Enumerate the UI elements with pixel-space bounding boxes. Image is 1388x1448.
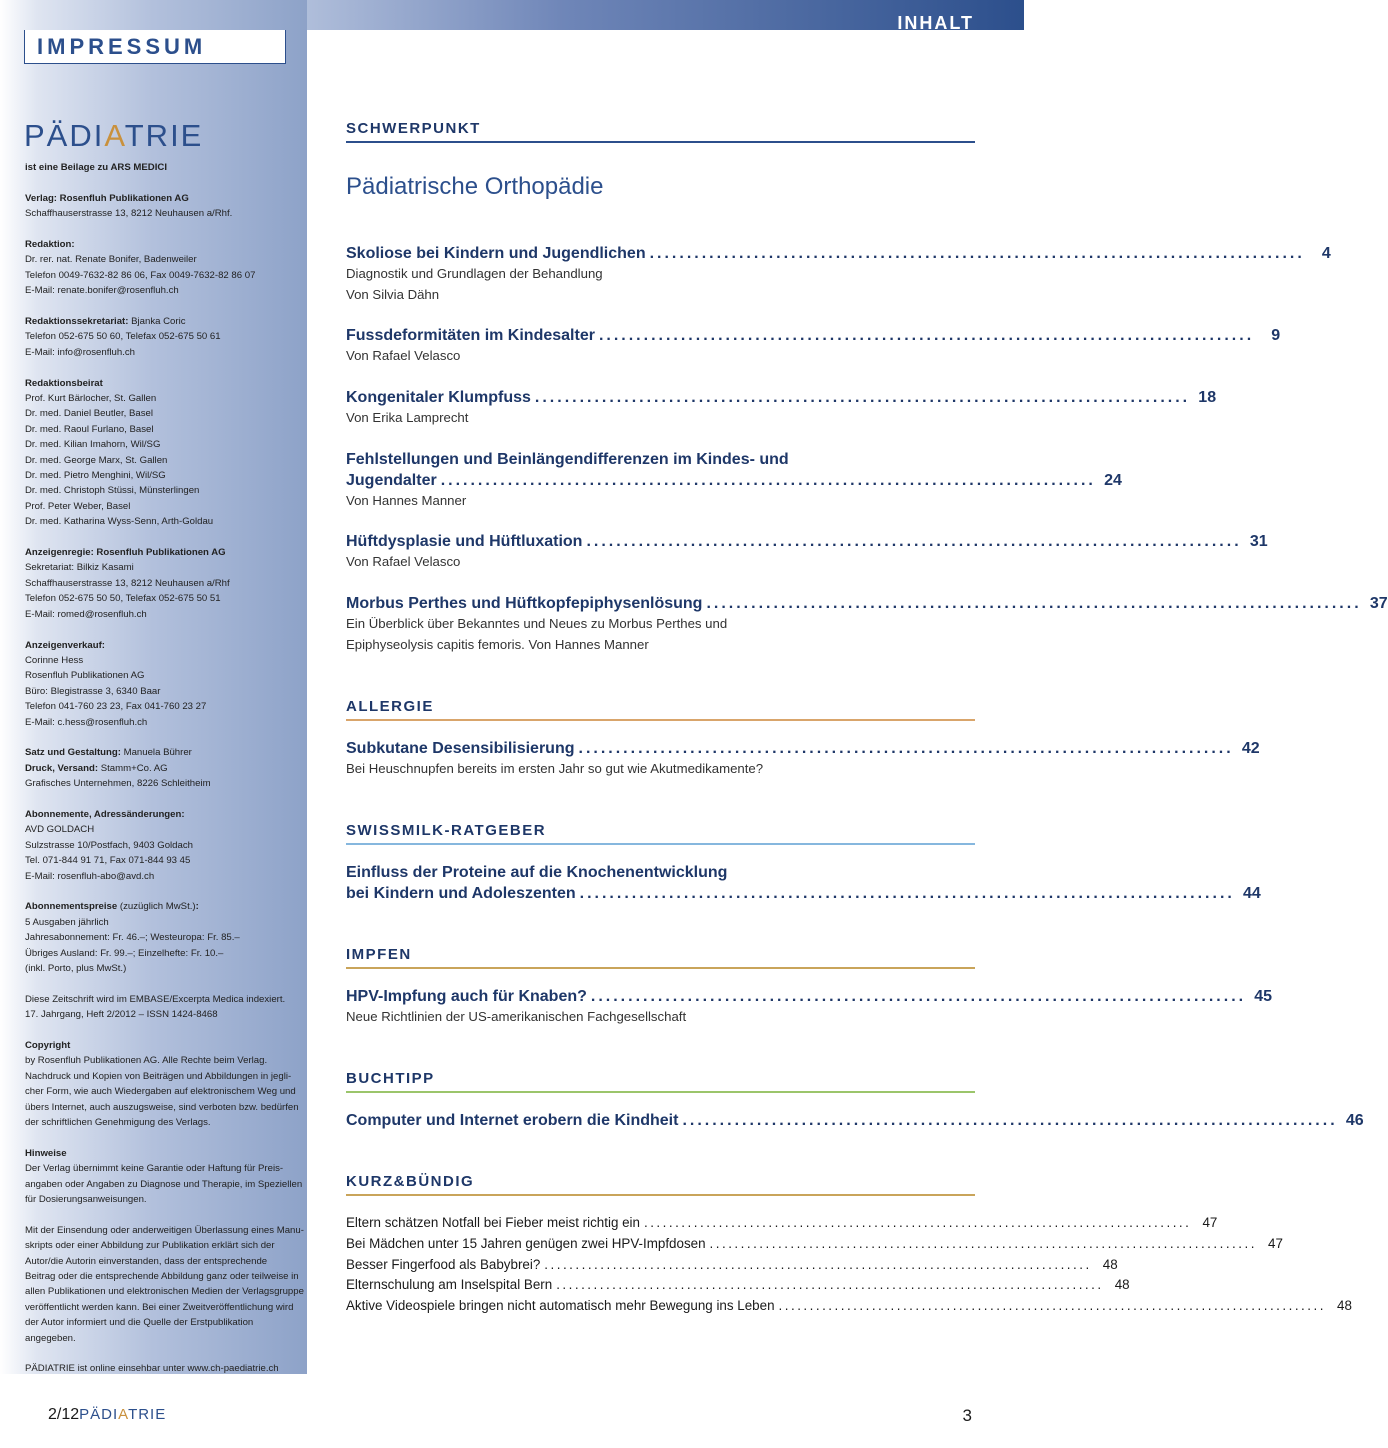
einsendung-line: allen Publikationen und elektronischen Medien der Verlagsgruppe: [25, 1286, 304, 1298]
einsendung-line: veröffentlicht werden kann. Bei einer Zweitveröffentlichung wird: [25, 1301, 294, 1313]
toc-entry-title[interactable]: Jugendalter: [346, 472, 437, 489]
preise-line: Jahresabonnement: Fr. 46.–; Westeuropa: Fr. 85.–: [25, 932, 240, 944]
einsendung-line: Beitrag oder die entsprechende Abbildung ganz oder teilweise in: [25, 1271, 299, 1283]
beirat-member: Prof. Peter Weber, Basel: [25, 500, 131, 512]
anzeigenregie-line: Schaffhauserstrasse 13, 8212 Neuhausen a/Rhf: [25, 577, 230, 589]
leader-dots: ........................................................................................: [643, 1215, 1192, 1230]
anzeigenregie-line: Sekretariat: Bilkiz Kasami: [25, 562, 134, 574]
toc-entry-title-line1[interactable]: Einfluss der Proteine auf die Knochenentwicklung: [346, 864, 728, 881]
toc-author: Von Hannes Manner: [346, 493, 467, 508]
toc-entry[interactable]: [346, 862, 1261, 904]
abo-line: Tel. 071-844 91 71, Fax 071-844 93 45: [25, 855, 191, 867]
footer-logo: PÄDIATRIE: [79, 1406, 167, 1423]
footer-issue: 2/12PÄDIATRIE: [48, 1406, 167, 1423]
verkauf-line: Büro: Blegistrasse 3, 6340 Baar: [25, 685, 161, 697]
anzeigenregie-line: E-Mail: romed@rosenfluh.ch: [25, 608, 147, 620]
verlag-address: Schaffhauserstrasse 13, 8212 Neuhausen a/Rhf.: [25, 208, 233, 220]
toc-subtitle: Neue Richtlinien der US-amerikanischen Fachgesellschaft: [346, 1009, 687, 1024]
toc-page: 24: [1104, 472, 1122, 489]
toc-page: 37: [1369, 595, 1388, 612]
hinweise-label: Hinweise: [25, 1147, 67, 1159]
section-kurz-buendig: KURZ&BÜNDIG: [346, 1173, 975, 1196]
leader-dots: ........................................................................................: [778, 1298, 1326, 1314]
impressum-tagline: ist eine Beilage zu ARS MEDICI: [25, 162, 167, 173]
online-line: PÄDIATRIE ist online einsehbar unter www.ch-paediatrie.ch: [25, 1363, 279, 1375]
verkauf-line: Rosenfluh Publikationen AG: [25, 670, 145, 682]
copyright-line: der schriftlichen Genehmigung des Verlags.: [25, 1117, 211, 1129]
toc-page: 44: [1243, 885, 1261, 902]
list-item[interactable]: Eltern schätzen Notfall bei Fieber meist richtig ein ........................................................................................ 47: [346, 1213, 960, 1234]
druck-line: Druck, Versand: Stamm+Co. AG: [25, 762, 168, 774]
beirat-member: Dr. med. Katharina Wyss-Senn, Arth-Goldau: [25, 516, 214, 528]
verkauf-label: Anzeigenverkauf:: [25, 639, 105, 651]
leader-dots: ........................................................................................: [579, 885, 1235, 902]
leader-dots: ........................................................................................: [544, 1256, 1092, 1272]
toc-subtitle: Epiphyseolysis capitis femoris. Von Hannes Manner: [346, 636, 649, 652]
leader-dots: ........................................................................................: [649, 245, 1305, 262]
beirat-member: Dr. med. Raoul Furlano, Basel: [25, 423, 154, 435]
section-schwerpunkt: SCHWERPUNKT: [346, 120, 975, 143]
schwerpunkt-title: Pädiatrische Orthopädie: [346, 173, 604, 200]
sekretariat-contact: Telefon 052-675 50 60, Telefax 052-675 50 61: [25, 331, 221, 343]
toc-entry-title[interactable]: Subkutane Desensibilisierung: [346, 740, 575, 757]
beirat-member: Dr. med. Pietro Menghini, Wil/SG: [25, 470, 166, 482]
einsendung-line: Autor/die Autorin einverstanden, dass der entsprechende: [25, 1255, 268, 1267]
einsendung-line: skripts oder einer Abbildung zur Publikation erklärt sich der: [25, 1240, 275, 1252]
einsendung-line: der Autor informiert und die Quelle der Erstpublikation angegeben.: [25, 1317, 254, 1344]
toc-entry[interactable]: [346, 243, 1331, 305]
toc-entry-title[interactable]: Kongenitaler Klumpfuss: [346, 389, 531, 406]
leader-dots: ........................................................................................: [578, 740, 1234, 757]
abo-line: E-Mail: rosenfluh-abo@avd.ch: [25, 870, 155, 882]
beirat-label: Redaktionsbeirat: [25, 377, 103, 389]
toc-entry-title[interactable]: Skoliose bei Kindern und Jugendlichen: [346, 245, 646, 262]
leader-dots: ........................................................................................: [709, 1235, 1257, 1251]
toc-page: 9: [1271, 327, 1281, 344]
verkauf-line: Corinne Hess: [25, 654, 84, 666]
toc-subtitle: Ein Überblick über Bekanntes und Neues zu Morbus Perthes und: [346, 616, 728, 631]
kurz-list: [346, 1213, 1352, 1317]
list-item[interactable]: Aktive Videospiele bringen nicht automatisch mehr Bewegung ins Leben ........................................................................................ 48: [346, 1296, 960, 1317]
list-item[interactable]: Elternschulung am Inselspital Bern ........................................................................................ 48: [346, 1275, 960, 1296]
redaktion-line: E-Mail: renate.bonifer@rosenfluh.ch: [25, 285, 179, 297]
hinweise-line: für Dosierungsanweisungen.: [25, 1194, 147, 1206]
toc-entry[interactable]: [346, 387, 1217, 429]
beirat-member: Dr. med. Christoph Stüssi, Münsterlingen: [25, 485, 200, 497]
section-label: INHALT: [897, 13, 974, 33]
toc-author: Von Silvia Dähn: [346, 286, 440, 302]
toc-entry-title[interactable]: Fussdeformitäten im Kindesalter: [346, 327, 595, 344]
paediatrie-logo: PÄDIATRIE: [24, 118, 204, 153]
redaktion-line: Dr. rer. nat. Renate Bonifer, Badenweiler: [25, 254, 197, 266]
toc-entry[interactable]: [346, 593, 1388, 655]
impressum-title-box: [24, 30, 286, 64]
section-allergie: ALLERGIE: [346, 698, 975, 721]
toc-page: 4: [1321, 245, 1331, 262]
toc-page: 18: [1198, 389, 1217, 406]
einsendung-line: Mit der Einsendung oder anderweitigen Überlassung eines Manu-: [25, 1224, 304, 1236]
sekretariat-line: Redaktionssekretariat: Bjanka Coric: [25, 316, 186, 328]
impressum-content: [25, 160, 305, 1377]
toc-subtitle: Diagnostik und Grundlagen der Behandlung: [346, 266, 603, 281]
beirat-member: Dr. med. George Marx, St. Gallen: [25, 454, 168, 466]
toc-page: 45: [1254, 988, 1273, 1005]
toc-author: Von Erika Lamprecht: [346, 410, 469, 425]
toc-entry-title[interactable]: HPV-Impfung auch für Knaben?: [346, 988, 587, 1005]
toc-entry-title[interactable]: Computer und Internet erobern die Kindheit: [346, 1112, 679, 1129]
leader-dots: ........................................................................................: [590, 988, 1247, 1005]
list-item[interactable]: Bei Mädchen unter 15 Jahren genügen zwei HPV-Impfdosen ........................................................................................ 47: [346, 1234, 960, 1255]
section-swissmilk: SWISSMILK-RATGEBER: [346, 822, 975, 845]
hinweise-line: Der Verlag übernimmt keine Garantie oder Haftung für Preis-: [25, 1163, 284, 1175]
index-line: Diese Zeitschrift wird im EMBASE/Excerpta Medica indexiert.: [25, 993, 286, 1005]
preise-line: 5 Ausgaben jährlich: [25, 916, 109, 928]
preise-line: (inkl. Porto, plus MwSt.): [25, 962, 127, 974]
toc-entry-title-line1[interactable]: Fehlstellungen und Beinlängendifferenzen im Kindes- und: [346, 451, 789, 468]
copyright-line: übers Internet, auch auszugsweise, sind verboten bzw. bedürfen: [25, 1101, 299, 1113]
hinweise-line: angaben oder Angaben zu Diagnose und Therapie, im Speziellen: [25, 1178, 303, 1190]
impressum-title: IMPRESSUM: [37, 34, 207, 59]
beirat-member: Dr. med. Kilian Imahorn, Wil/SG: [25, 439, 161, 451]
page-number: 3: [962, 1406, 972, 1425]
leader-dots: ........................................................................................: [556, 1277, 1104, 1293]
sekretariat-contact: E-Mail: info@rosenfluh.ch: [25, 346, 135, 358]
toc-page: 31: [1249, 533, 1268, 550]
leader-dots: ........................................................................................: [598, 327, 1255, 344]
redaktion-line: Telefon 0049-7632-82 86 06, Fax 0049-7632-82 86 07: [25, 269, 256, 281]
druck-address: Grafisches Unternehmen, 8226 Schleitheim: [25, 778, 211, 790]
leader-dots: ........................................................................................: [682, 1112, 1338, 1129]
anzeigenregie-line: Telefon 052-675 50 50, Telefax 052-675 50 51: [25, 593, 221, 605]
copyright-line: cher Form, wie auch Wiedergaben auf elektronischem Weg und: [25, 1086, 296, 1098]
toc-entry[interactable]: [346, 738, 1260, 780]
toc-entry[interactable]: [346, 531, 1268, 573]
copyright-label: Copyright: [25, 1039, 71, 1051]
leader-dots: ........................................................................................: [440, 472, 1096, 489]
toc-entry[interactable]: [346, 1110, 1364, 1131]
toc-page: 46: [1345, 1112, 1364, 1129]
leader-dots: ........................................................................................: [534, 389, 1191, 406]
leader-dots: ........................................................................................: [706, 595, 1362, 612]
copyright-line: by Rosenfluh Publikationen AG. Alle Rechte beim Verlag.: [25, 1055, 268, 1067]
beirat-member: Dr. med. Daniel Beutler, Basel: [25, 408, 153, 420]
satz-line: Satz und Gestaltung: Manuela Bührer: [25, 747, 192, 759]
toc-entry-title[interactable]: Morbus Perthes und Hüftkopfepiphysenlösung: [346, 595, 703, 612]
abo-label: Abonnemente, Adressänderungen:: [25, 808, 185, 820]
toc-entry[interactable]: [346, 325, 1281, 367]
toc-page: 42: [1241, 740, 1260, 757]
toc-entry[interactable]: [346, 986, 1273, 1028]
toc-entry[interactable]: [346, 449, 1122, 512]
abo-line: Sulzstrasse 10/Postfach, 9403 Goldach: [25, 839, 193, 851]
toc-subtitle: Bei Heuschnupfen bereits im ersten Jahr so gut wie Akutmedikamente?: [346, 761, 764, 776]
section-buchtipp: BUCHTIPP: [346, 1070, 975, 1093]
leader-dots: ........................................................................................: [586, 533, 1242, 550]
section-impfen: IMPFEN: [346, 946, 975, 969]
abo-line: AVD GOLDACH: [25, 824, 95, 836]
verkauf-line: E-Mail: c.hess@rosenfluh.ch: [25, 716, 148, 728]
toc-author: Von Rafael Velasco: [346, 554, 461, 569]
verlag-label: Verlag: Rosenfluh Publikationen AG: [25, 192, 189, 204]
toc-entry-title[interactable]: bei Kindern und Adoleszenten: [346, 885, 576, 902]
beirat-member: Prof. Kurt Bärlocher, St. Gallen: [25, 393, 157, 405]
list-item[interactable]: Besser Fingerfood als Babybrei? ........................................................................................ 48: [346, 1255, 960, 1276]
copyright-line: Nachdruck und Kopien von Beiträgen und Abbildungen in jegli-: [25, 1070, 292, 1082]
toc-author: Von Rafael Velasco: [346, 348, 461, 363]
verkauf-line: Telefon 041-760 23 23, Fax 041-760 23 27: [25, 701, 207, 713]
preise-heading: Abonnementspreise (zuzüglich MwSt.):: [25, 901, 199, 913]
redaktion-label: Redaktion:: [25, 239, 75, 250]
index-line: 17. Jahrgang, Heft 2/2012 – ISSN 1424-8468: [25, 1009, 218, 1021]
preise-line: Übriges Ausland: Fr. 99.–; Einzelhefte: Fr. 10.–: [25, 947, 224, 959]
anzeigenregie-label: Anzeigenregie: Rosenfluh Publikationen AG: [25, 547, 226, 559]
toc-entry-title[interactable]: Hüftdysplasie und Hüftluxation: [346, 533, 583, 550]
